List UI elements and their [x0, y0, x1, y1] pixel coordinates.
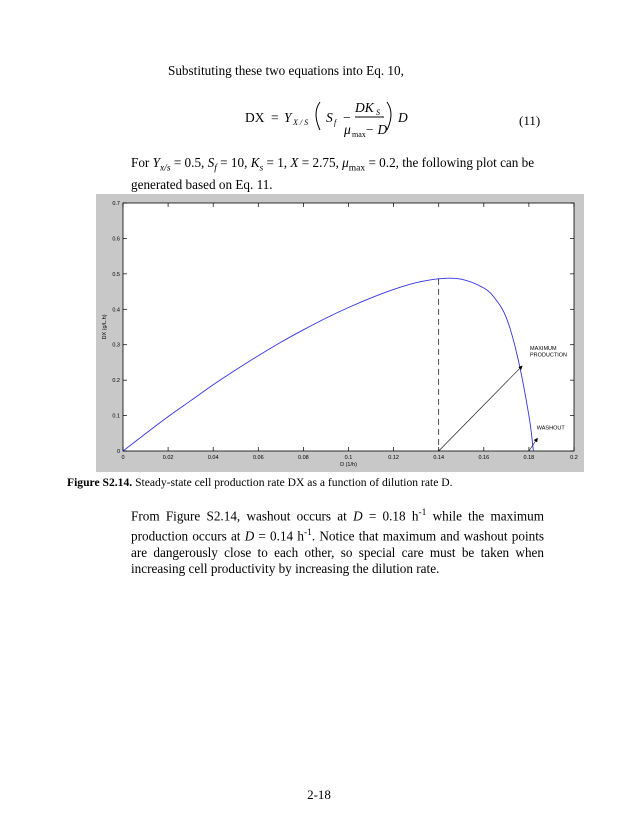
y-tick-label: 0.6 — [112, 236, 120, 243]
y-tick-label: 0.2 — [112, 378, 120, 385]
equation-11 — [0, 78, 638, 148]
x-tick-label: 0.1 — [344, 455, 353, 461]
eq-lhs: DX — [245, 110, 265, 125]
eq-equals: = — [271, 110, 279, 125]
y-tick-label: 0.3 — [112, 342, 120, 349]
y-tick-label: 0 — [116, 449, 120, 455]
eq-sf-sub: f — [334, 118, 337, 127]
x-tick-label: 0.2 — [570, 455, 578, 461]
equation-number: (11) — [519, 113, 541, 128]
y-tick-label: 0.5 — [112, 271, 120, 278]
eq-minus: − — [343, 110, 351, 125]
y-tick-label: 0.1 — [112, 413, 120, 420]
y-axis-label: DX (g/L.h) — [102, 314, 108, 340]
x-tick-label: 0.18 — [523, 455, 535, 461]
eq-right-paren — [387, 102, 391, 130]
eq-num-sub: S — [376, 108, 380, 117]
x-tick-label: 0.12 — [388, 455, 399, 461]
eq-sf: S — [326, 110, 333, 125]
x-tick-label: 0.16 — [478, 455, 490, 461]
eq-den-mu: μ — [344, 122, 351, 137]
y-tick-label: 0.4 — [112, 307, 120, 314]
maximum-production-line: MAXIMUM — [530, 346, 557, 353]
y-tick-label: 0.7 — [112, 201, 120, 207]
x-tick-label: 0.06 — [252, 455, 264, 461]
x-tick-label: 0.04 — [207, 455, 219, 461]
eq-den-mu-sub: max — [352, 130, 366, 139]
x-tick-label: 0.14 — [433, 455, 445, 461]
eq-d: D — [398, 110, 408, 125]
x-tick-label: 0.08 — [298, 455, 309, 461]
figure-caption: Figure S2.14. Steady-state cell production rate DX as a function of dilution rate D. — [67, 476, 453, 489]
intro-text: Substituting these two equations into Eq. 10, — [168, 63, 404, 78]
x-axis-label: D (1/h) — [340, 462, 357, 468]
eq-yield-sub: X / S — [293, 118, 309, 127]
discussion-paragraph: From Figure S2.14, washout occurs at D = 0.18 $h^{-1}$ while the maximum production occurs at D = 0.14 $h^{-1}$. Notice that maximum and washout points are dangerously close to each other, so special care must be taken when increasing cell productivity by increasing the dilution rate. — [131, 508, 545, 577]
plot-area — [123, 203, 574, 451]
maximum-production-line: PRODUCTION — [530, 352, 568, 359]
eq-yield: Y — [284, 110, 292, 125]
eq-left-paren — [316, 102, 320, 130]
production-rate-chart — [96, 194, 584, 472]
eq-den-rest: − D — [365, 122, 388, 137]
x-tick-label: 0 — [121, 455, 125, 461]
washout-label: WASHOUT — [536, 425, 565, 432]
page-number: 2-18 — [307, 787, 331, 802]
eq-num: DK — [355, 100, 374, 115]
x-tick-label: 0.02 — [162, 455, 174, 461]
given-parameters: For $Y_{x/s} = 0.5$, $S_f = 10$, $K_s = 1$, X = 2.75, $\mu_{max} = 0.2$, the following plot can be generated based on Eq. 11. — [131, 155, 535, 192]
